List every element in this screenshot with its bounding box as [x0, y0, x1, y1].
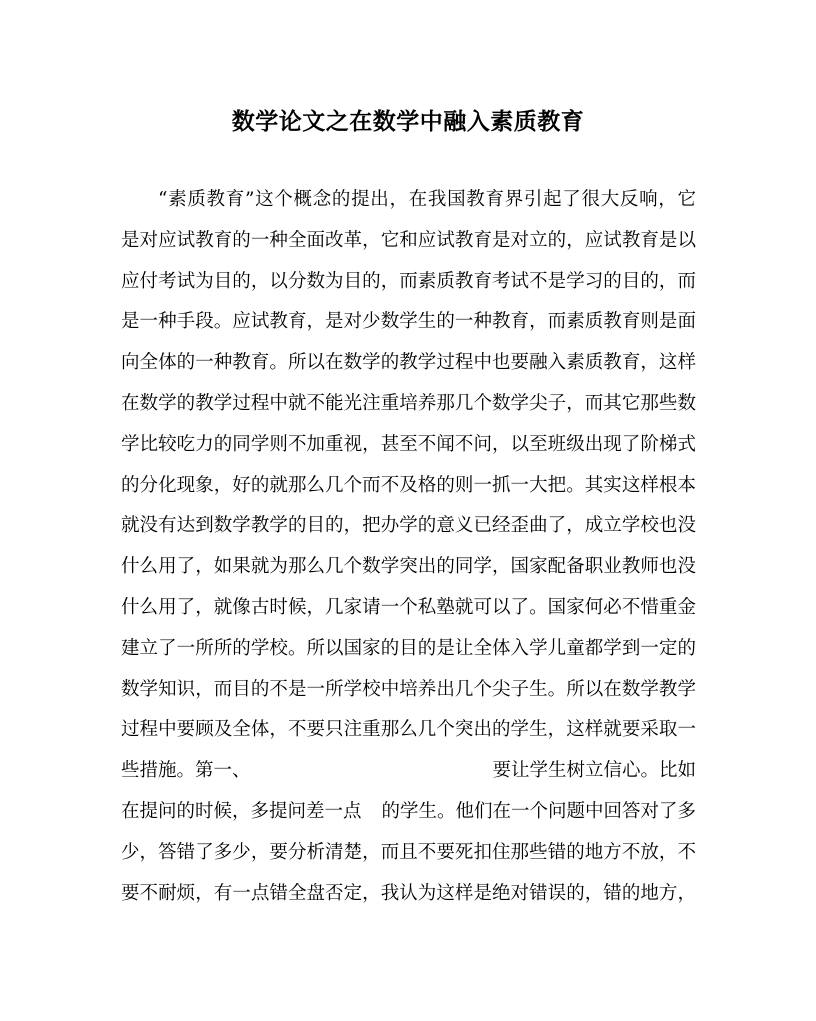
line-segment: 在提问的时候，多提问差一点: [121, 800, 362, 822]
paragraph-line: “素质教育”这个概念的提出，在我国教育界引起了很大反响，它: [158, 189, 696, 210]
paragraph-line: 是一种手段。应试教育，是对少数学生的一种教育，而素质教育则是面: [121, 311, 696, 333]
paragraph-line: 过程中要顾及全体，不要只注重那么几个突出的学生，这样就要采取一: [121, 719, 696, 741]
line-segment: 的学生。他们在一个问题中回答对了多: [381, 800, 696, 822]
paragraph-line: 向全体的一种教育。所以在数学的教学过程中也要融入素质教育，这样: [121, 352, 696, 374]
paragraph-line: 建立了一所所的学校。所以国家的目的是让全体入学儿童都学到一定的: [121, 637, 696, 659]
paragraph-line: 是对应试教育的一种全面改革，它和应试教育是对立的，应试教育是以: [121, 229, 696, 251]
paragraph-line: 少，答错了多少，要分析清楚，而且不要死扣住那些错的地方不放，不: [121, 841, 696, 863]
document-title: 数学论文之在数学中融入素质教育: [231, 108, 585, 135]
line-segment: 要让学生树立信心。比如: [492, 760, 696, 782]
paragraph-line: 就没有达到数学教学的目的，把办学的意义已经歪曲了，成立学校也没: [121, 515, 696, 537]
paragraph-line: [121, 792, 696, 833]
line-segment: 些措施。第一、: [121, 760, 251, 782]
paragraph-line: 数学知识，而目的不是一所学校中培养出几个尖子生。所以在数学教学: [121, 678, 696, 700]
paragraph-line: 什么用了，就像古时候，几家请一个私塾就可以了。国家何必不惜重金: [121, 596, 696, 618]
paragraph-line: 在数学的教学过程中就不能光注重培养那几个数学尖子，而其它那些数: [121, 392, 696, 414]
paragraph-line: 的分化现象，好的就那么几个而不及格的则一抓一大把。其实这样根本: [121, 474, 696, 496]
paragraph-line: 应付考试为目的，以分数为目的，而素质教育考试不是学习的目的，而: [121, 270, 696, 292]
paragraph-line: 学比较吃力的同学则不加重视，甚至不闻不问，以至班级出现了阶梯式: [121, 433, 696, 455]
document-body: [121, 180, 696, 914]
paragraph-line: 要不耐烦，有一点错全盘否定，我认为这样是绝对错误的，错的地方，: [121, 882, 696, 904]
paragraph-line: 什么用了，如果就为那么几个数学突出的同学，国家配备职业教师也没: [121, 556, 696, 578]
paragraph-line: [121, 751, 696, 792]
